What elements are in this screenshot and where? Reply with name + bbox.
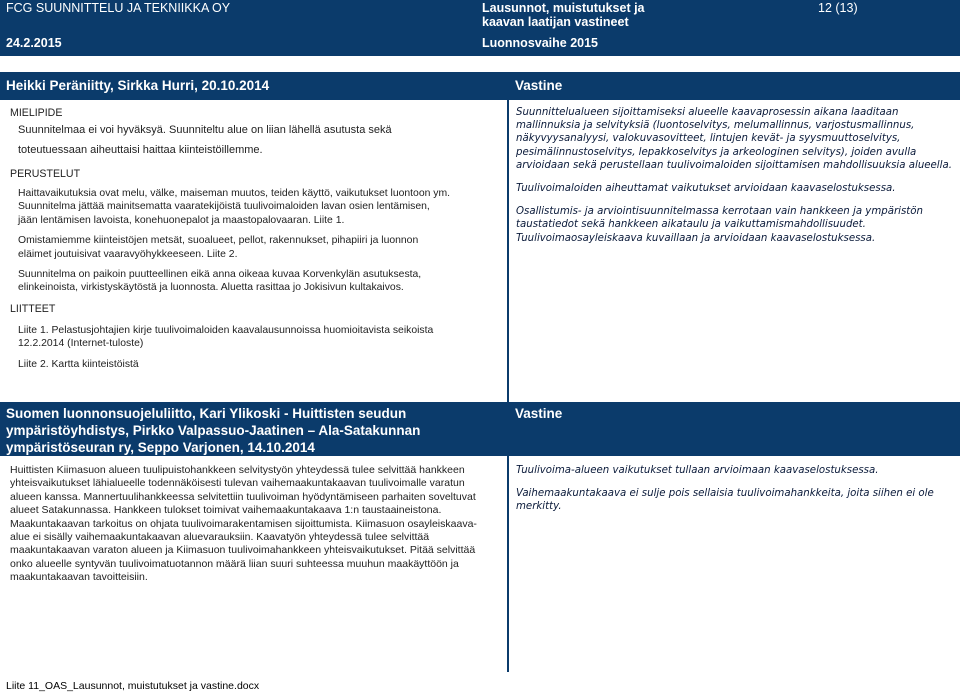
row1-response-1: Suunnittelualueen sijoittamiseksi alueelle kaavaprosessin aikana laaditaan mallinnuksia ja selvityksiä (luontoselvitys, melumallinnus, varjostusmallinnus, näkyvyysanalyysi, valokuvasovitteet, lintujen kevät- ja syysmuuttoselvitys, pesimälinnustoselvitys, lepakkoselvitys ja arkeologinen selvitys), joiden avulla arvioidaan sekä perustellaan tuulivoimaloiden sijoittamisen mahdollisuuksia alueella. <box>516 107 952 171</box>
row2-response-2: Vaihemaakuntakaava ei sulje pois sellaisia tuulivoimahankkeita, joita siihen ei ole merkitty. <box>516 488 934 513</box>
scan-heading-mielipide: MIELIPIDE <box>10 107 63 119</box>
row1-response-3: Osallistumis- ja arviointisuunnitelmassa kerrotaan vain hankkeen ja ympäristön taustatiedot sekä hankkeen aikataulu ja vaikuttamismahdollisuudet. Tuulivoimaosayleiskaava kuvaillaan ja arvioidaan kaavaselostuksessa. <box>516 206 923 244</box>
scan-attachment-1: Liite 1. Pelastusjohtajien kirje tuulivoimaloiden kaavalausunnoissa huomioitavista seikoista 12.2.2014 (Internet-tuloste) <box>18 324 434 350</box>
column-divider <box>507 72 509 672</box>
row1-response-2: Tuulivoimaloiden aiheuttamat vaikutukset arvioidaan kaavaselostuksessa. <box>516 183 896 195</box>
scan-reason-1: Haittavaikutuksia ovat melu, välke, maiseman muutos, teiden käyttö, vaikutukset luontoon ym. Suunnitelma jättää mainitsematta vaaratekijöistä tuulivoimaloiden lavan osien lentämisen, jään lentämisen lavoista, konehuonepalot ja maastopalovaaran. Liite 1. <box>18 188 450 226</box>
row1-left-header <box>0 72 507 100</box>
statement-table <box>0 72 960 672</box>
row2-right-header <box>509 402 960 456</box>
row1-response <box>516 106 952 396</box>
page-header <box>0 0 960 56</box>
row2-scanned-letter <box>10 464 496 604</box>
doc-title-line1: Lausunnot, muistutukset ja <box>482 1 645 15</box>
row1-right-title: Vastine <box>515 78 563 93</box>
row1-right-header <box>509 72 960 100</box>
scan-reason-3: Suunnitelma on paikoin puutteellinen eikä anna oikeaa kuvaa Korvenkylän asutuksesta, elinkeinoista, virkistyskäytöstä ja luonnosta. Aluetta rasittaa jo Jokisivun kultakaivos. <box>18 269 422 294</box>
scan-attachment-2: Liite 2. Kartta kiinteistöistä <box>18 358 139 370</box>
company-name: FCG SUUNNITTELU JA TEKNIIKKA OY <box>6 1 231 15</box>
doc-title-line2: kaavan laatijan vastineet <box>482 15 629 29</box>
header-date: 24.2.2015 <box>6 36 62 50</box>
row2-left-title: Suomen luonnonsuojeluliitto, Kari Ylikoski - Huittisten seudun ympäristöyhdistys, Pirkko Valpassuo-Jaatinen – Ala-Satakunnan ympäristöseuran ry, Seppo Varjonen, 14.10.2014 <box>6 406 421 455</box>
scan-heading-perustelut: PERUSTELUT <box>10 168 81 180</box>
row2-response <box>516 464 952 584</box>
row2-response-1: Tuulivoima-alueen vaikutukset tullaan arvioimaan kaavaselostuksessa. <box>516 465 879 476</box>
row1-scanned-letter <box>10 106 450 396</box>
page-number: 12 (13) <box>818 1 858 15</box>
row1-left-title: Heikki Peräniitty, Sirkka Hurri, 20.10.2014 <box>6 78 270 93</box>
scan-association-text: Huittisten Kiimasuon alueen tuulipuistohankkeen selvitystyön yhteydessä tulee selvittää hankkeen yhteisvaikutukset lähialueelle todennäköisesti tulevan vaihemaakuntakaavan tuulivoimalle varatun alueen kanssa. Mannertuulihankkeessa selvitettiin tuulivoiman hyödyntämiseen parhaiten soveltuvat alueet Satakunnassa. Hankkeen tulokset toimivat vaihemaakuntakaava 1:n taustaaineistona. Maakuntakaavan tarkoitus on ohjata tuulivoimarakentamisen sijoittumista. Kiimasuon osayleiskaava-alue ei sisälly vaihemaakuntakaavan aluevarauksiin. Kaavatyön yhteydessä tulee selvittää maakuntakaavan varaton alueen ja Kiimasuon tuulivoimahankkeen yhteisvaikutukset. Pitää selvittää onko alueelle syntyvän tuulivoimatuotannon määrä liian suuri suhteessa muuhun maakäyttöön ja maakuntakaavan tavoitteisiin. <box>10 464 477 584</box>
footer-filename: Liite 11_OAS_Lausunnot, muistutukset ja vastine.docx <box>6 680 260 692</box>
scan-heading-liitteet: LIITTEET <box>10 302 56 315</box>
scan-opinion-text: Suunnitelmaa ei voi hyväksyä. Suunniteltu alue on liian lähellä asutusta sekä toteutuessaan aiheuttaisi haittaa kiinteistöillemme. <box>18 124 392 156</box>
row2-left-header <box>0 402 507 456</box>
scan-reason-2: Omistamiemme kiinteistöjen metsät, suoalueet, pellot, rakennukset, pihapiiri ja luonnon eläimet joutuisivat vaaravyöhykkeeseen. Liite 2. <box>18 235 419 260</box>
row2-right-title: Vastine <box>515 406 563 421</box>
header-phase: Luonnosvaihe 2015 <box>482 36 599 50</box>
